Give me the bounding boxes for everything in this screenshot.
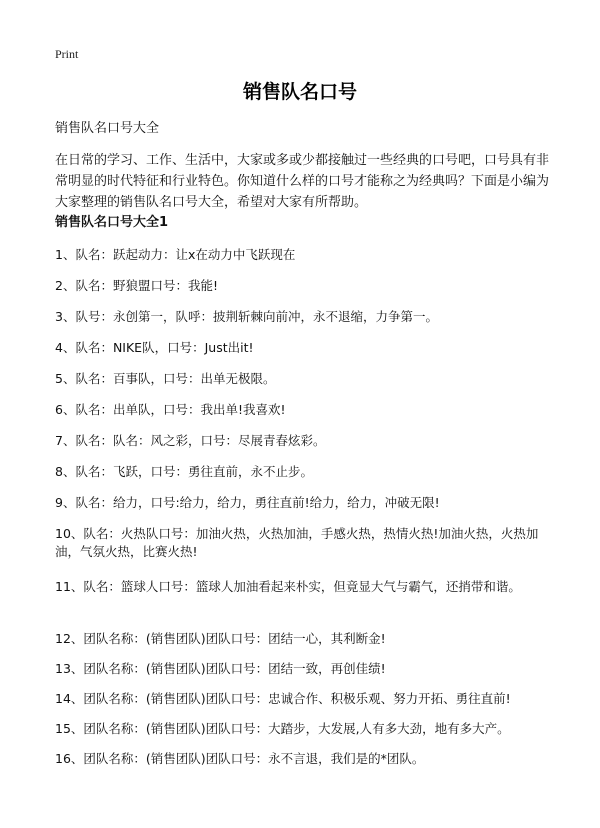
list-item: 9、队名：给力，口号:给力，给力，勇往直前!给力，给力，冲破无限! xyxy=(55,495,440,510)
section-heading: 销售队名口号大全1 xyxy=(55,215,169,230)
list-item: 15、团队名称：(销售团队)团队口号：大踏步，大发展,人有多大劲，地有多大产。 xyxy=(55,721,510,736)
list-item: 1、队名：跃起动力：让x在动力中飞跃现在 xyxy=(55,247,296,262)
list-item: 10、队名：火热队口号：加油火热，火热加油，手感火热，热情火热!加油火热，火热加油，气氛火热，比赛火热! xyxy=(55,526,539,559)
list-item: 6、队名：出单队，口号：我出单!我喜欢! xyxy=(55,402,286,417)
list-item: 16、团队名称：(销售团队)团队口号：永不言退，我们是的*团队。 xyxy=(55,751,425,766)
list-item: 11、队名：篮球人口号：篮球人加油看起来朴实，但竟显大气与霸气，还捎带和谐。 xyxy=(55,579,521,594)
list-item: 12、团队名称：(销售团队)团队口号：团结一心，其利断金! xyxy=(55,631,386,646)
list-item: 14、团队名称：(销售团队)团队口号：忠诚合作、积极乐观、努力开拓、勇往直前! xyxy=(55,691,511,706)
list-item: 5、队名：百事队，口号：出单无极限。 xyxy=(55,371,276,386)
page-title: 销售队名口号 xyxy=(242,81,357,103)
list-item: 4、队名：NIKE队，口号：Just出it! xyxy=(55,340,254,355)
list-item: 8、队名：飞跃，口号：勇往直前，永不止步。 xyxy=(55,464,313,479)
intro-paragraph: 在日常的学习、工作、生活中，大家或多或少都接触过一些经典的口号吧，口号具有非常明显的时代特征和行业特色。你知道什么样的口号才能称之为经典吗？下面是小编为大家整理的销售队名口号大全，希望对大家有所帮助。 xyxy=(55,153,550,210)
subtitle: 销售队名口号大全 xyxy=(55,121,160,136)
list-item: 7、队名：队名：风之彩，口号：尽展青春炫彩。 xyxy=(55,433,326,448)
list-item: 13、团队名称：(销售团队)团队口号：团结一致，再创佳绩! xyxy=(55,661,386,676)
list-item: 2、队名：野狼盟口号：我能! xyxy=(55,278,218,293)
list-item: 3、队号：永创第一，队呼：披荆斩棘向前冲，永不退缩，力争第一。 xyxy=(55,309,438,324)
print-label: Print xyxy=(55,47,79,61)
